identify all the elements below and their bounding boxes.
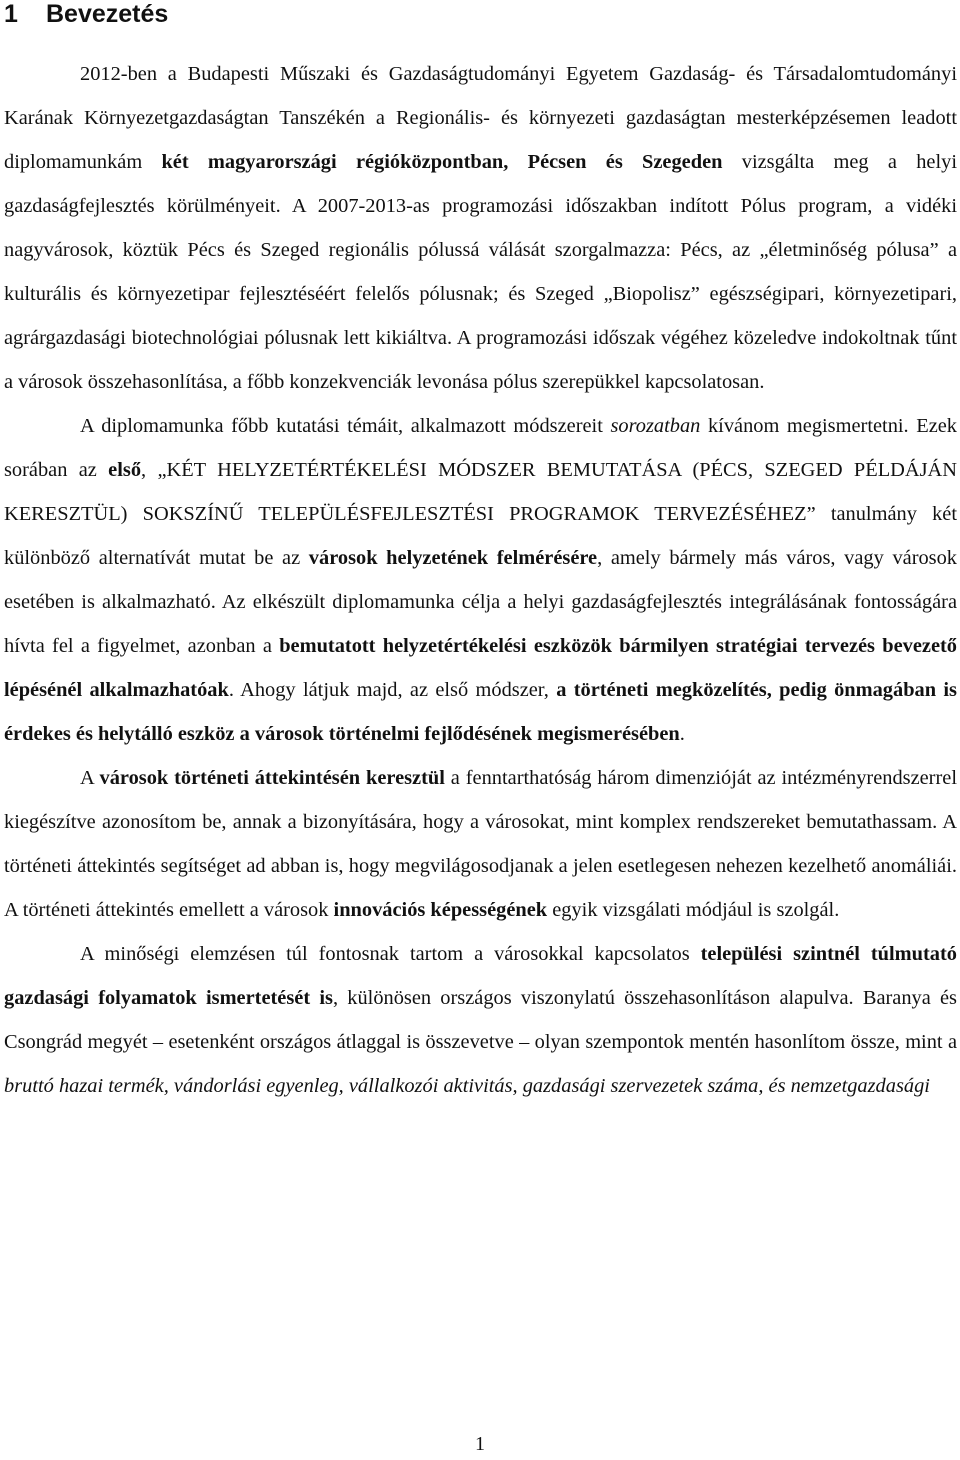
page-number: 1 bbox=[475, 1433, 485, 1455]
text-run: 2012-ben a Budapesti Műszaki és Gazdaságtudományi Egyetem Gazdaság- és Társadalomtudományi Karának Környezetgazdaságtan Tanszékén a Regionális- és környezeti gazdaságtan mesterképzésemen leadott diplomamunkám bbox=[4, 63, 957, 173]
text-run: A bbox=[80, 767, 100, 789]
italic-text-run: sorozatban bbox=[610, 415, 701, 437]
text-run: kívánom megismertetni. Ezek sorában az bbox=[4, 415, 957, 481]
paragraph bbox=[4, 52, 957, 404]
bold-text-run: innovációs képességének bbox=[333, 899, 548, 921]
text-run: egyik vizsgálati módjául is szolgál. bbox=[547, 899, 840, 921]
text-run: A minőségi elemzésen túl fontosnak tartom a városokkal kapcsolatos bbox=[80, 943, 701, 965]
text-run: a fenntarthatóság három dimenzióját az intézményrendszerrel kiegészítve azonosítom be, annak a bizonyítására, hogy a városokat, mint komplex rendszereket bemutathassam. A történeti áttekintés segítséget ad abban is, hogy megvilágosodjanak a jelen esetlegesen nehezen kezelhető anomáliái. A történeti áttekintés emellett a városok bbox=[4, 767, 957, 921]
bold-text-run: a történeti megközelítés, pedig önmagában is érdekes és helytálló eszköz a városok történelmi fejlődésének megismerésében bbox=[4, 679, 957, 745]
bold-text-run: települési szintnél túlmutató gazdasági folyamatok ismertetését is bbox=[4, 943, 957, 1009]
paragraph bbox=[4, 756, 957, 932]
text-run: , különösen országos viszonylatú összehasonlításon alapulva. Baranya és Csongrád megyét – esetenként országos átlaggal is összevetve – olyan szempontok mentén hasonlítom össze, mint a bbox=[4, 987, 957, 1053]
text-run: , amely bármely más város, vagy városok esetében is alkalmazható. Az elkészült diplomamunka célja a helyi gazdaságfejlesztés integrálásának fontosságára hívta fel a figyelmet, azonban a bbox=[4, 547, 957, 657]
bold-text-run: városok helyzetének felmérésére bbox=[308, 547, 598, 569]
paragraph bbox=[4, 404, 957, 756]
text-run: vizsgálta meg a helyi gazdaságfejlesztés körülményeit. A 2007-2013-as programozási időszakban indított Pólus program, a vidéki nagyvárosok, köztük Pécs és Szeged regionális pólussá válását szorgalmazza: Pécs, az „életminőség pólusa” a kulturális és környezetipar fejlesztéséért felelős pólusnak; és Szeged „Biopolisz” egészségipari, környezetipari, agrárgazdasági biotechnológiai pólusnak lett kikiáltva. A programozási időszak végéhez közeledve indokoltnak tűnt a városok összehasonlítása, a főbb konzekvenciák levonása pólus szerepükkel kapcsolatosan. bbox=[4, 151, 957, 393]
text-run: A diplomamunka főbb kutatási témáit, alkalmazott módszereit bbox=[80, 415, 611, 437]
section-title: Bevezetés bbox=[46, 0, 169, 28]
bold-text-run: első bbox=[108, 459, 142, 481]
bold-text-run: városok történeti áttekintésén keresztül bbox=[99, 767, 445, 789]
section-number: 1 bbox=[4, 0, 18, 28]
paragraph bbox=[4, 932, 957, 1108]
bold-text-run: bemutatott helyzetértékelési eszközök bármilyen stratégiai tervezés bevezető lépésénél alkalmazhatóak bbox=[4, 635, 957, 701]
body-text bbox=[4, 52, 957, 1108]
bold-text-run: két magyarországi régióközpontban, Pécsen és Szegeden bbox=[161, 151, 723, 173]
text-run: . Ahogy látjuk majd, az első módszer, bbox=[228, 679, 557, 701]
italic-text-run: bruttó hazai termék, vándorlási egyenleg, vállalkozói aktivitás, gazdasági szervezetek száma, és nemzetgazdasági bbox=[4, 1075, 930, 1097]
section-heading bbox=[4, 0, 168, 31]
text-run: . bbox=[679, 723, 685, 745]
text-run: , „KÉT HELYZETÉRTÉKELÉSI MÓDSZER BEMUTATÁSA (PÉCS, SZEGED PÉLDÁJÁN KERESZTÜL) SOKSZÍNŰ TELEPÜLÉSFEJLESZTÉSI PROGRAMOK TERVEZÉSÉHEZ” tanulmány két különböző alternatívát mutat be az bbox=[4, 459, 957, 569]
